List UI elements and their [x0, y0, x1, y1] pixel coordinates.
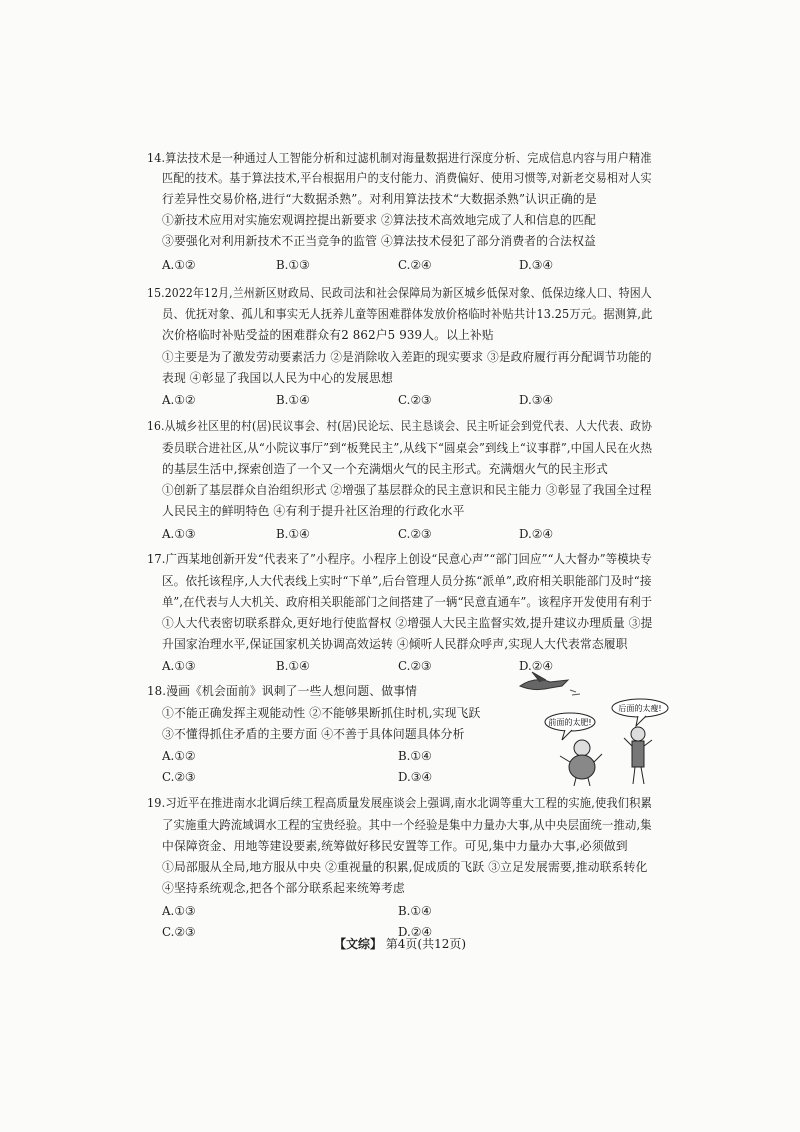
option-a: A.①② — [162, 258, 196, 272]
option-a: A.①③ — [162, 659, 196, 673]
right-speech-bubble — [612, 699, 668, 726]
choice-line: ①主要是为了激发劳动要素活力 ②是消除收入差距的现实要求 ③是政府履行再分配调节功能的 — [162, 350, 652, 364]
choice-line: ①新技术应用对实施宏观调控提出新要求 ②算法技术高效地完成了人和信息的匹配 — [162, 213, 596, 227]
option-d: D.②④ — [519, 527, 553, 541]
thin-man-figure — [624, 727, 652, 784]
question-line: 委员联合进社区,从“小院议事厅”到“板凳民主”,从线下“圆桌会”到线上“议事群”,中国人民在火热 — [162, 441, 653, 455]
choice-line: ③不懂得抓住矛盾的主要方面 ④不善于具体问题具体分析 — [162, 727, 465, 741]
page-footer — [0, 935, 800, 952]
option-b: B.①④ — [398, 904, 432, 918]
cartoon-illustration — [510, 668, 680, 786]
left-speech-bubble — [545, 713, 595, 740]
question-line: 18.漫画《机会面前》讽刺了一些人想问题、做事情 — [147, 684, 418, 698]
page-number: 第4页(共12页) — [385, 937, 467, 951]
subject-label: 【文综】 — [333, 937, 382, 951]
question-line: 14.算法技术是一种通过人工智能分析和过滤机制对海量数据进行深度分析、完成信息内容与用户精准 — [147, 151, 652, 165]
question-line: 匹配的技术。基于算法技术,平台根据用户的支付能力、消费偏好、使用习惯等,对新老交易相对人实 — [162, 171, 652, 185]
fat-man-figure — [560, 740, 602, 786]
bird-icon — [520, 672, 580, 695]
question-line: 了实施重大跨流域调水工程的宝贵经验。其中一个经验是集中力量办大事,从中央层面统一推动,集 — [162, 818, 652, 832]
choice-line: 表现 ④彰显了我国以人民为中心的发展思想 — [162, 371, 393, 385]
choice-line: ①不能正确发挥主观能动性 ②不能够果断抓住时机,实现飞跃 — [162, 706, 481, 720]
option-b: B.①④ — [276, 527, 310, 541]
question-line: 15.2022年12月,兰州新区财政局、民政司法和社会保障局为新区城乡低保对象、低保边缘人口、特困人 — [147, 286, 652, 300]
choice-line: ①局部服从全局,地方服从中央 ②重视量的积累,促成质的飞跃 ③立足发展需要,推动联系转化 — [162, 860, 648, 874]
question-line: 的基层生活中,探索创造了一个又一个充满烟火气的民主形式。充满烟火气的民主形式 — [162, 462, 608, 476]
question-line: 19.习近平在推进南水北调后续工程高质量发展座谈会上强调,南水北调等重大工程的实施,使我们积累 — [147, 796, 653, 810]
choice-line: ③要强化对利用新技术不正当竞争的监管 ④算法技术侵犯了部分消费者的合法权益 — [162, 234, 596, 248]
option-c: C.②③ — [398, 659, 432, 673]
option-b: B.①④ — [276, 393, 310, 407]
option-c: C.②③ — [162, 925, 196, 939]
option-b: B.①④ — [398, 749, 432, 763]
option-a: A.①② — [162, 393, 196, 407]
question-line: 员、优抚对象、孤儿和事实无人抚养儿童等困难群体发放价格临时补贴共计13.25万元。据测算,此 — [162, 307, 653, 321]
option-d: D.③④ — [398, 770, 432, 784]
choice-line: ①人大代表密切联系群众,更好地行使监督权 ②增强人大民主监督实效,提升建议办理质量 ③提 — [162, 616, 653, 630]
option-b: B.①③ — [276, 258, 310, 272]
option-d: D.②④ — [519, 659, 553, 673]
choice-line: 升国家治理水平,保证国家机关协调高效运转 ④倾听人民群众呼声,实现人大代表常态履职 — [162, 637, 628, 651]
choice-line: 人民民主的鲜明特色 ④有利于提升社区治理的行政化水平 — [162, 504, 465, 518]
question-line: 单”,在代表与人大机关、政府相关职能部门之间搭建了一辆“民意直通车”。该程序开发使用有利于 — [162, 595, 653, 609]
option-a: A.①② — [162, 749, 196, 763]
option-a: A.①③ — [162, 527, 196, 541]
question-line: 中保障资金、用地等建设要素,统筹做好移民安置等工作。可见,集中力量办大事,必须做到 — [162, 839, 628, 853]
question-line: 次价格临时补贴受益的困难群众有2 862户5 939人。以上补贴 — [162, 328, 494, 342]
right-bubble-text: 后面的太瘦! — [618, 704, 662, 713]
question-line: 行差异性交易价格,进行“大数据杀熟”。对利用算法技术“大数据杀熟”认识正确的是 — [162, 192, 597, 206]
option-a: A.①③ — [162, 904, 196, 918]
question-line: 16.从城乡社区里的村(居)民议事会、村(居)民论坛、民主恳谈会、民主听证会到党代表、人大代表、政协 — [147, 419, 653, 433]
choice-line: ①创新了基层群众自治组织形式 ②增强了基层群众的民主意识和民主能力 ③彰显了我国全过程 — [162, 483, 652, 497]
option-c: C.②③ — [162, 770, 196, 784]
option-b: B.①④ — [276, 659, 310, 673]
option-c: C.②③ — [398, 527, 432, 541]
question-line: 17.广西某地创新开发“代表来了”小程序。小程序上创设“民意心声”“部门回应”“人大督办”等模块专 — [147, 552, 652, 566]
option-c: C.②③ — [398, 393, 432, 407]
left-bubble-text: 前面的太肥! — [548, 718, 592, 727]
question-line: 区。依托该程序,人大代表线上实时“下单”,后台管理人员分拣“派单”,政府相关职能部门及时“接 — [162, 574, 652, 588]
option-d: D.②④ — [398, 925, 432, 939]
option-d: D.③④ — [519, 393, 553, 407]
option-d: D.③④ — [519, 258, 553, 272]
option-c: C.②④ — [398, 258, 432, 272]
choice-line: ④坚持系统观念,把各个部分联系起来统筹考虑 — [162, 881, 405, 895]
